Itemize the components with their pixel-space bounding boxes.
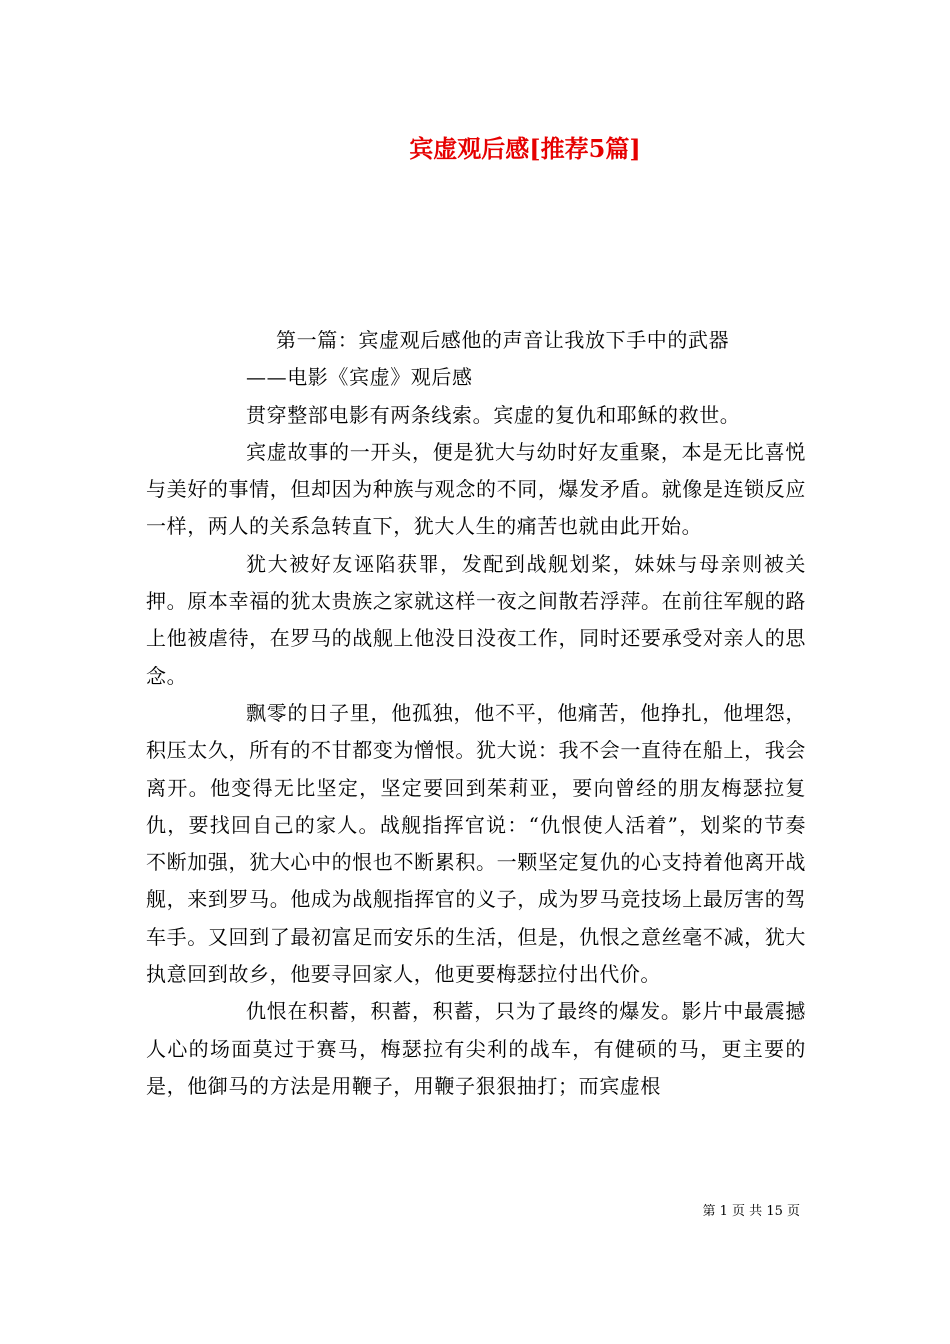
paragraph: 飘零的日子里，他孤独，他不平，他痛苦，他挣扎，他埋怨，积压太久，所有的不甘都变为憎恨。犹大说：我不会一直待在船上，我会离开。他变得无比坚定，坚定要回到茱莉亚，要向曾经的朋友梅瑟拉复仇，要找回自己的家人。战舰指挥官说：“仇恨使人活着”，划桨的节奏不断加强，犹大心中的恨也不断累积。一颗坚定复仇的心支持着他离开战舰，来到罗马。他成为战舰指挥官的义子，成为罗马竞技场上最厉害的驾车手。又回到了最初富足而安乐的生活，但是，仇恨之意丝毫不减，犹大执意回到故乡，他要寻回家人，他更要梅瑟拉付出代价。 bbox=[146, 700, 806, 987]
document-title: 宾虚观后感[推荐5篇] bbox=[409, 134, 641, 163]
paragraph: 贯穿整部电影有两条线索。宾虚的复仇和耶稣的救世。 bbox=[246, 402, 741, 427]
paragraph: 犹大被好友诬陷获罪，发配到战舰划桨，妹妹与母亲则被关押。原本幸福的犹太贵族之家就这样一夜之间散若浮萍。在前往军舰的路上他被虐待，在罗马的战舰上他没日没夜工作，同时还要承受对亲人的思念。 bbox=[146, 551, 806, 688]
paragraph: 仇恨在积蓄，积蓄，积蓄，只为了最终的爆发。影片中最震撼人心的场面莫过于赛马，梅瑟拉有尖利的战车，有健硕的马，更主要的是，他御马的方法是用鞭子，用鞭子狠狠抽打；而宾虚根 bbox=[146, 999, 806, 1098]
chapter-subtitle: ——电影《宾虚》观后感 bbox=[246, 365, 473, 390]
chapter-title: 第一篇：宾虚观后感他的声音让我放下手中的武器 bbox=[276, 328, 730, 352]
document-body bbox=[146, 322, 806, 1105]
paragraph: 宾虚故事的一开头，便是犹大与幼时好友重聚，本是无比喜悦与美好的事情，但却因为种族与观念的不同，爆发矛盾。就像是连锁反应一样，两人的关系急转直下，犹大人生的痛苦也就由此开始。 bbox=[146, 439, 806, 539]
page-number-footer: 第 1 页 共 15 页 bbox=[702, 1204, 800, 1219]
